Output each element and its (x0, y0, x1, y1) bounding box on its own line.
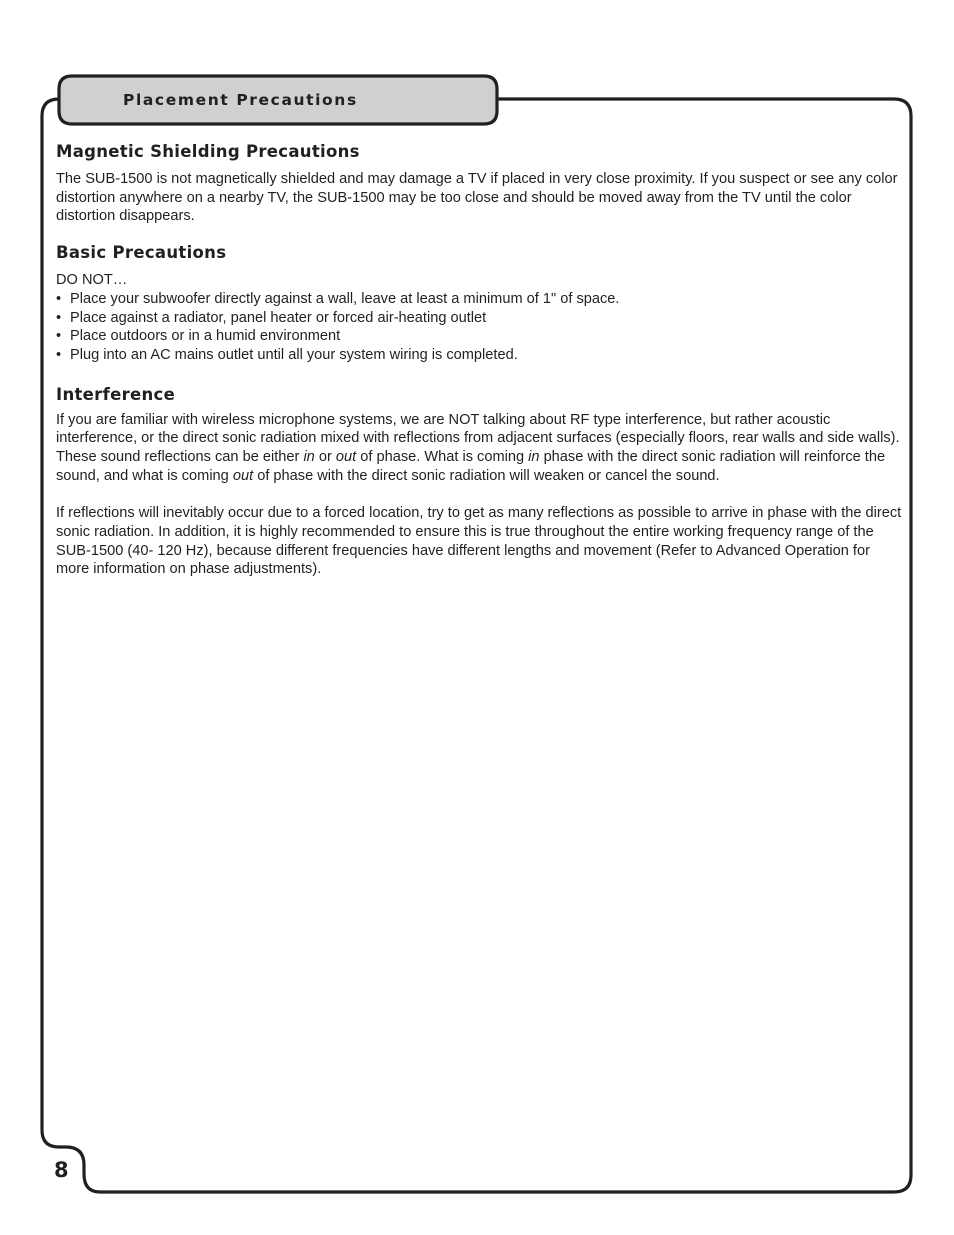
list-item: • Place outdoors or in a humid environment (56, 327, 902, 346)
interference-paragraph-1: If you are familiar with wireless microphone systems, we are NOT talking about RF type interference, but rather acoustic interference, or the direct sonic radiation mixed with reflections from adjacent surfaces (especially floors, rear walls and side walls). These sound reflections can be either in or out of phase. What is coming in phase with the direct sonic radiation will reinforce the sound, and what is coming out of phase with the direct sonic radiation will weaken or cancel the sound. (56, 411, 900, 484)
interference-heading: Interference (56, 384, 176, 404)
magnetic-shielding-heading: Magnetic Shielding Precautions (56, 142, 360, 161)
list-item: • Plug into an AC mains outlet until all your system wiring is completed. (56, 346, 902, 365)
list-item: • Place against a radiator, panel heater or forced air-heating outlet (56, 309, 902, 328)
main-content (56, 140, 902, 579)
basic-precautions-list (56, 290, 902, 365)
page-number: 8 (54, 1158, 69, 1182)
list-item: • Place your subwoofer directly against a wall, leave at least a minimum of 1" of space. (56, 290, 902, 309)
basic-precautions-intro: DO NOT… (56, 272, 128, 289)
basic-precautions-heading: Basic Precautions (56, 243, 227, 263)
magnetic-shielding-text: The SUB-1500 is not magnetically shielded and may damage a TV if placed in very close proximity. If you suspect or see any color distortion anywhere on a nearby TV, the SUB-1500 may be too close and should be moved away from the TV until the color distortion disappears. (56, 171, 898, 225)
section-title: Placement Precautions (123, 91, 358, 109)
interference-paragraph-2: If reflections will inevitably occur due to a forced location, try to get as many reflections as possible to arrive in phase with the direct sonic radiation. In addition, it is highly recommended to ensure this is true throughout the entire working frequency range of the SUB-1500 (40- 120 Hz), because different frequencies have different lengths and movement (Refer to Advanced Operation for more information on phase adjustments). (56, 505, 902, 578)
